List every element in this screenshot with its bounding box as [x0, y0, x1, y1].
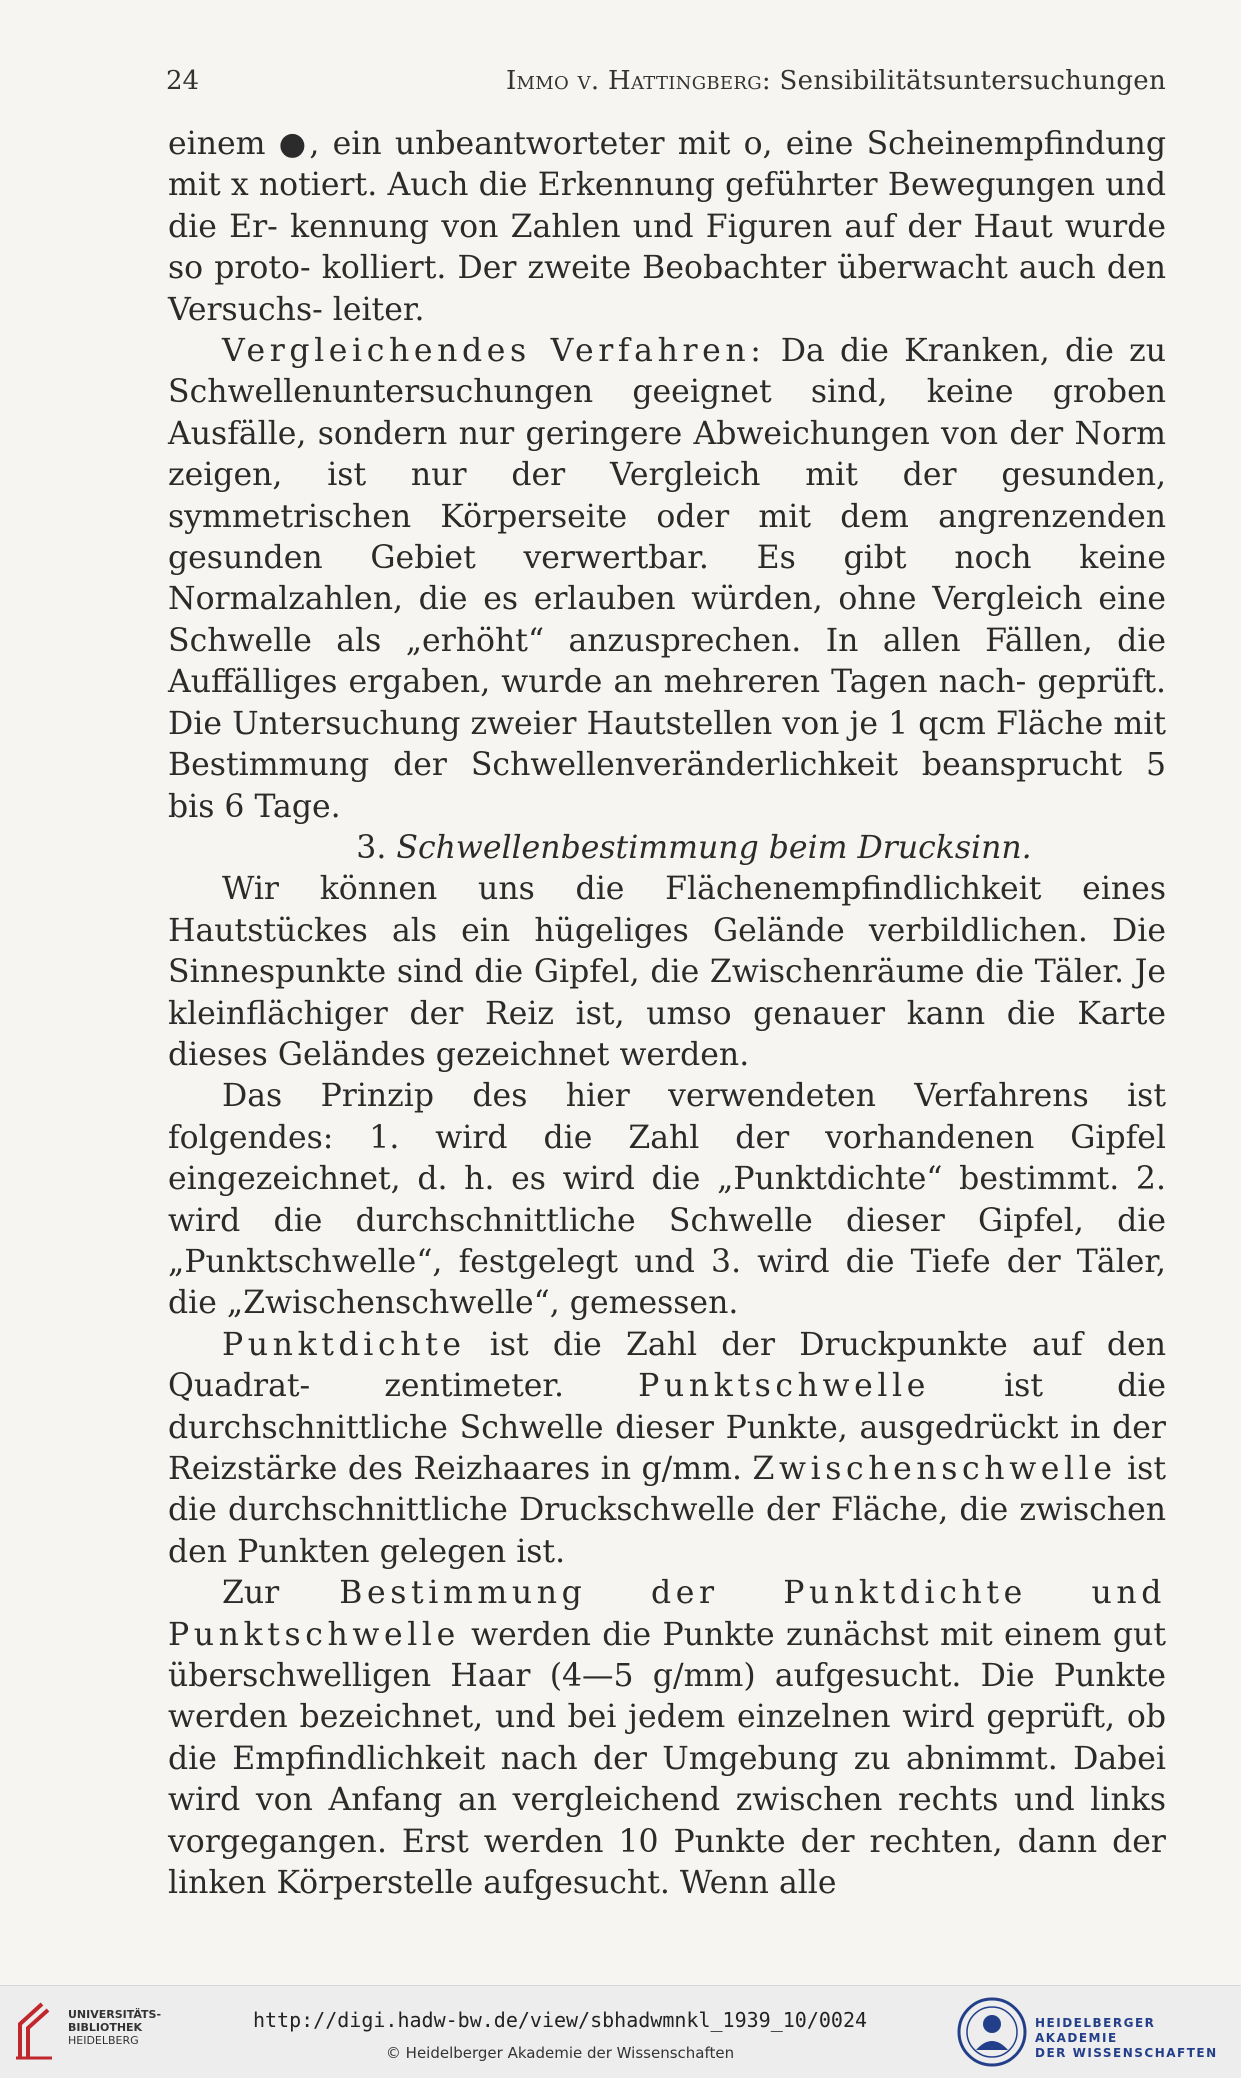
- paragraph-4: Das Prinzip des hier verwendeten Verfahrens ist folgendes: 1. wird die Zahl der vorhandenen Gipfel eingezeichnet, d. h. es wird die „Punktdichte“ bestimmt. 2. wird die durchschnittliche Schwelle dieser Gipfel, die „Punktschwelle“, festgelegt und 3. wird die Tiefe der Täler, die „Zwischenschwelle“, gemessen.: [168, 1078, 1166, 1322]
- running-header: [166, 66, 1166, 106]
- section-number: 3.: [356, 829, 387, 866]
- hadw-line-2: DER WISSENSCHAFTEN: [1035, 2046, 1218, 2060]
- paragraph-5-text-1: ist die Zahl der Druckpunkte auf den Quadrat- zentimeter.: [168, 1326, 1166, 1405]
- university-library-logo-icon: [12, 2000, 56, 2062]
- paragraph-6-text-1: werden die Punkte zunächst mit einem gut überschwelligen Haar (4—5 g/mm) aufgesucht. Die Punkte werden bezeichnet, und bei jedem einzelnen wird geprüft, ob die Empfindlichkeit nach der Umgebung zu abnimmt. Dabei wird von Anfang an vergleichend zwischen rechts und links vorgegangen. Erst werden 10 Punkte der rechten, dann der linken Körperstelle aufgesucht. Wenn alle: [168, 1616, 1166, 1902]
- body-text: [168, 124, 1166, 1904]
- paragraph-5-text-2: ist die durchschnittliche Schwelle dieser Punkte, ausgedrückt in der Reizstärke des Reizhaares in g/mm.: [168, 1368, 1166, 1487]
- header-author: Immo v. Hattingberg: [505, 66, 762, 96]
- ub-line-2: BIBLIOTHEK: [68, 2021, 143, 2034]
- paragraph-3: Wir können uns die Flächenempfindlichkeit eines Hautstückes als ein hügeliges Gelände verbildlichen. Die Sinnespunkte sind die Gipfel, die Zwischenräume die Täler. Je kleinflächiger der Reiz ist, umso genauer kann die Karte dieses Geländes gezeichnet werden.: [168, 871, 1166, 1073]
- header-separator: :: [761, 66, 771, 96]
- academy-seal-icon: [956, 1996, 1028, 2068]
- paragraph-6: [168, 1573, 1166, 1904]
- footer-bar: [0, 1985, 1241, 2078]
- spaced-term-punktdichte: Punktdichte: [222, 1326, 466, 1363]
- paragraph-5-text-3: ist die durchschnittliche Druckschwelle der Fläche, die zwischen den Punkten gelegen ist.: [168, 1451, 1166, 1570]
- spaced-term-vergleichendes-verfahren: Vergleichendes Verfahren:: [222, 333, 766, 370]
- page-number: 24: [166, 66, 200, 96]
- university-library-name: [68, 2008, 161, 2047]
- paragraph-1-text: einem ●, ein unbeantworteter mit o, eine Scheinempfindung mit x notiert. Auch die Erkennung geführter Bewegungen und die Er- kennung von Zahlen und Figuren auf der Haut wurde so proto- kolliert. Der zweite Beobachter überwacht auch den Versuchs- leiter.: [168, 126, 1166, 328]
- paragraph-2: [168, 331, 1166, 828]
- academy-name: [1035, 2016, 1241, 2061]
- paragraph-5: [168, 1325, 1166, 1573]
- permalink-url[interactable]: http://digi.hadw-bw.de/view/sbhadwmnkl_1939_10/0024: [252, 2008, 868, 2032]
- paragraph-2-text: Da die Kranken, die zu Schwellenuntersuchungen geeignet sind, keine groben Ausfälle, sondern nur geringere Abweichungen von der Norm zeigen, ist nur der Vergleich mit der gesunden, symmetrischen Körperseite oder mit dem angrenzenden gesunden Gebiet verwertbar. Es gibt noch keine Normalzahlen, die es erlauben würden, ohne Vergleich eine Schwelle als „erhöht“ anzusprechen. In allen Fällen, die Auffälliges ergaben, wurde an mehreren Tagen nach- geprüft. Die Untersuchung zweier Hautstellen von je 1 qcm Fläche mit Bestimmung der Schwellenveränderlichkeit beansprucht 5 bis 6 Tage.: [168, 333, 1166, 825]
- paragraph-1: [168, 124, 1166, 331]
- section-title: Schwellenbestimmung beim Drucksinn.: [396, 829, 1032, 866]
- spaced-term-bestimmung: Bestimmung der Punktdichte und Punktschwelle: [168, 1575, 1166, 1653]
- spaced-term-zwischenschwelle: Zwischenschwelle: [752, 1451, 1117, 1487]
- spaced-term-punktschwelle: Punktschwelle: [638, 1368, 930, 1405]
- paragraph-6-text-0: Zur: [222, 1575, 340, 1612]
- ub-line-1: UNIVERSITÄTS-: [68, 2008, 162, 2021]
- copyright-notice: © Heidelberger Akademie der Wissenschaften: [385, 2044, 735, 2062]
- section-heading: [168, 828, 1166, 869]
- ub-line-3: HEIDELBERG: [68, 2034, 139, 2047]
- running-title: [506, 66, 1166, 96]
- header-title: Sensibilitätsuntersuchungen: [779, 66, 1166, 96]
- hadw-line-1: HEIDELBERGER AKADEMIE: [1035, 2016, 1156, 2045]
